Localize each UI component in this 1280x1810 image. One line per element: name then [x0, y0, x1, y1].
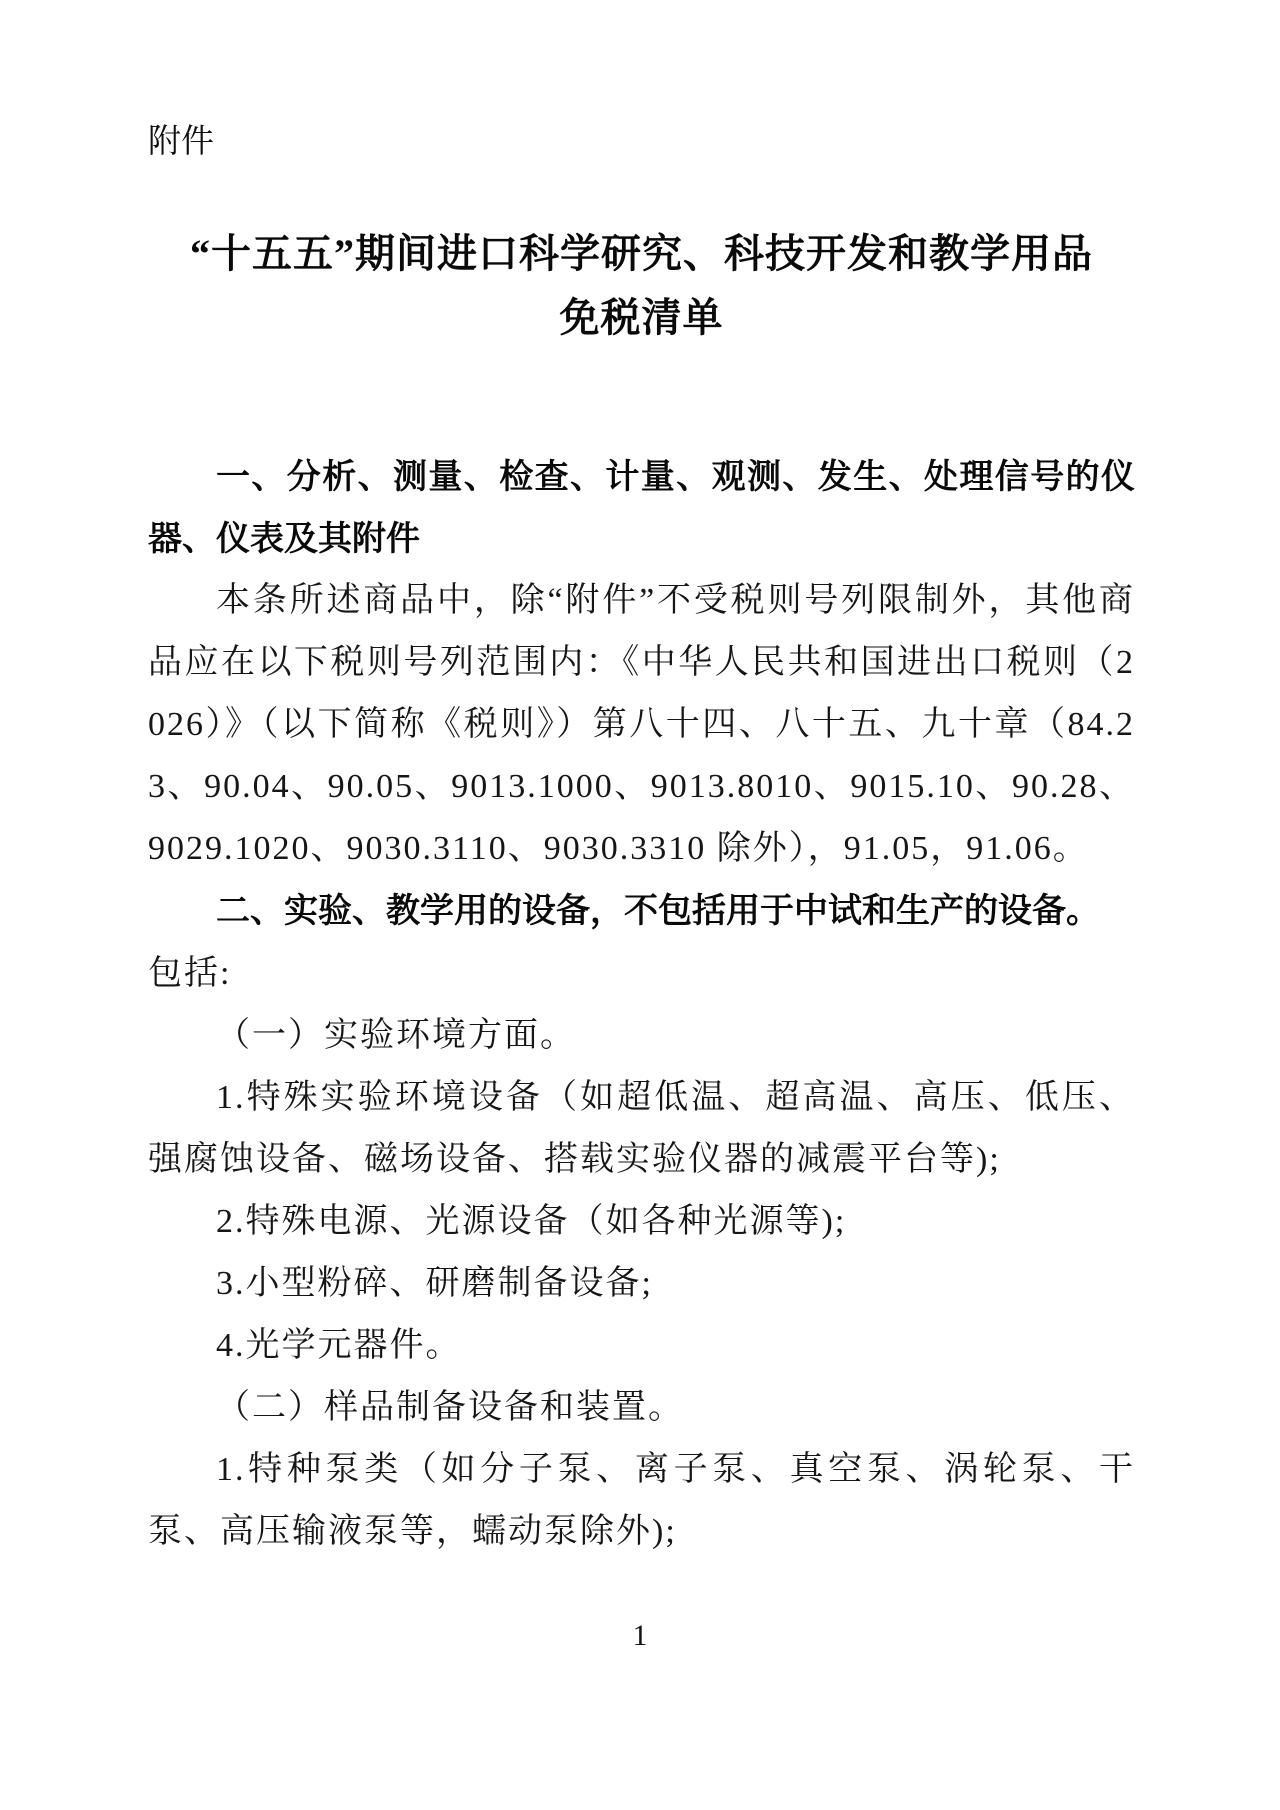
- document-title-line1: “十五五”期间进口科学研究、科技开发和教学用品: [190, 231, 1093, 276]
- subsection-1-heading: （一）实验环境方面。: [216, 1017, 576, 1054]
- section-1-heading: 一、分析、测量、检查、计量、观测、发生、处理信号的仪器、仪表及其附件: [148, 458, 1135, 558]
- page-number: 1: [632, 1619, 648, 1652]
- list-item: 4.光学元器件。: [216, 1327, 462, 1364]
- list-item: 1.特种泵类（如分子泵、离子泵、真空泵、涡轮泵、干泵、高压输液泵等，蠕动泵除外);: [148, 1451, 1135, 1550]
- section-2-heading: [148, 880, 1135, 1005]
- list-item: 2.特殊电源、光源设备（如各种光源等);: [216, 1203, 847, 1240]
- section-2-heading-bold: 二、实验、教学用的设备，不包括用于中试和生产的设备。: [216, 892, 1100, 930]
- section-1-paragraph: 本条所述商品中，除“附件”不受税则号列限制外，其他商品应在以下税则号列范围内：《中华人民共和国进出口税则（2026）》（以下简称《税则》）第八十四、八十五、九十章（84.23、90.04、90.05、9013.1000、9013.8010、9015.10、90.28、9029.1020、9030.3110、9030.3310 除外），91.05，91.06。: [148, 582, 1135, 867]
- list-item: 3.小型粉碎、研磨制备设备;: [216, 1265, 653, 1302]
- attachment-label: 附件: [148, 122, 214, 159]
- list-item: 1.特殊实验环境设备（如超低温、超高温、高压、低压、强腐蚀设备、磁场设备、搭载实验仪器的减震平台等);: [148, 1079, 1135, 1178]
- document-body: [148, 446, 1135, 1563]
- section-2-heading-tail: 包括:: [148, 955, 232, 992]
- document-title-line2: 免税清单: [559, 295, 724, 340]
- document-title: [148, 222, 1135, 350]
- subsection-2-heading: （二）样品制备设备和装置。: [216, 1389, 684, 1426]
